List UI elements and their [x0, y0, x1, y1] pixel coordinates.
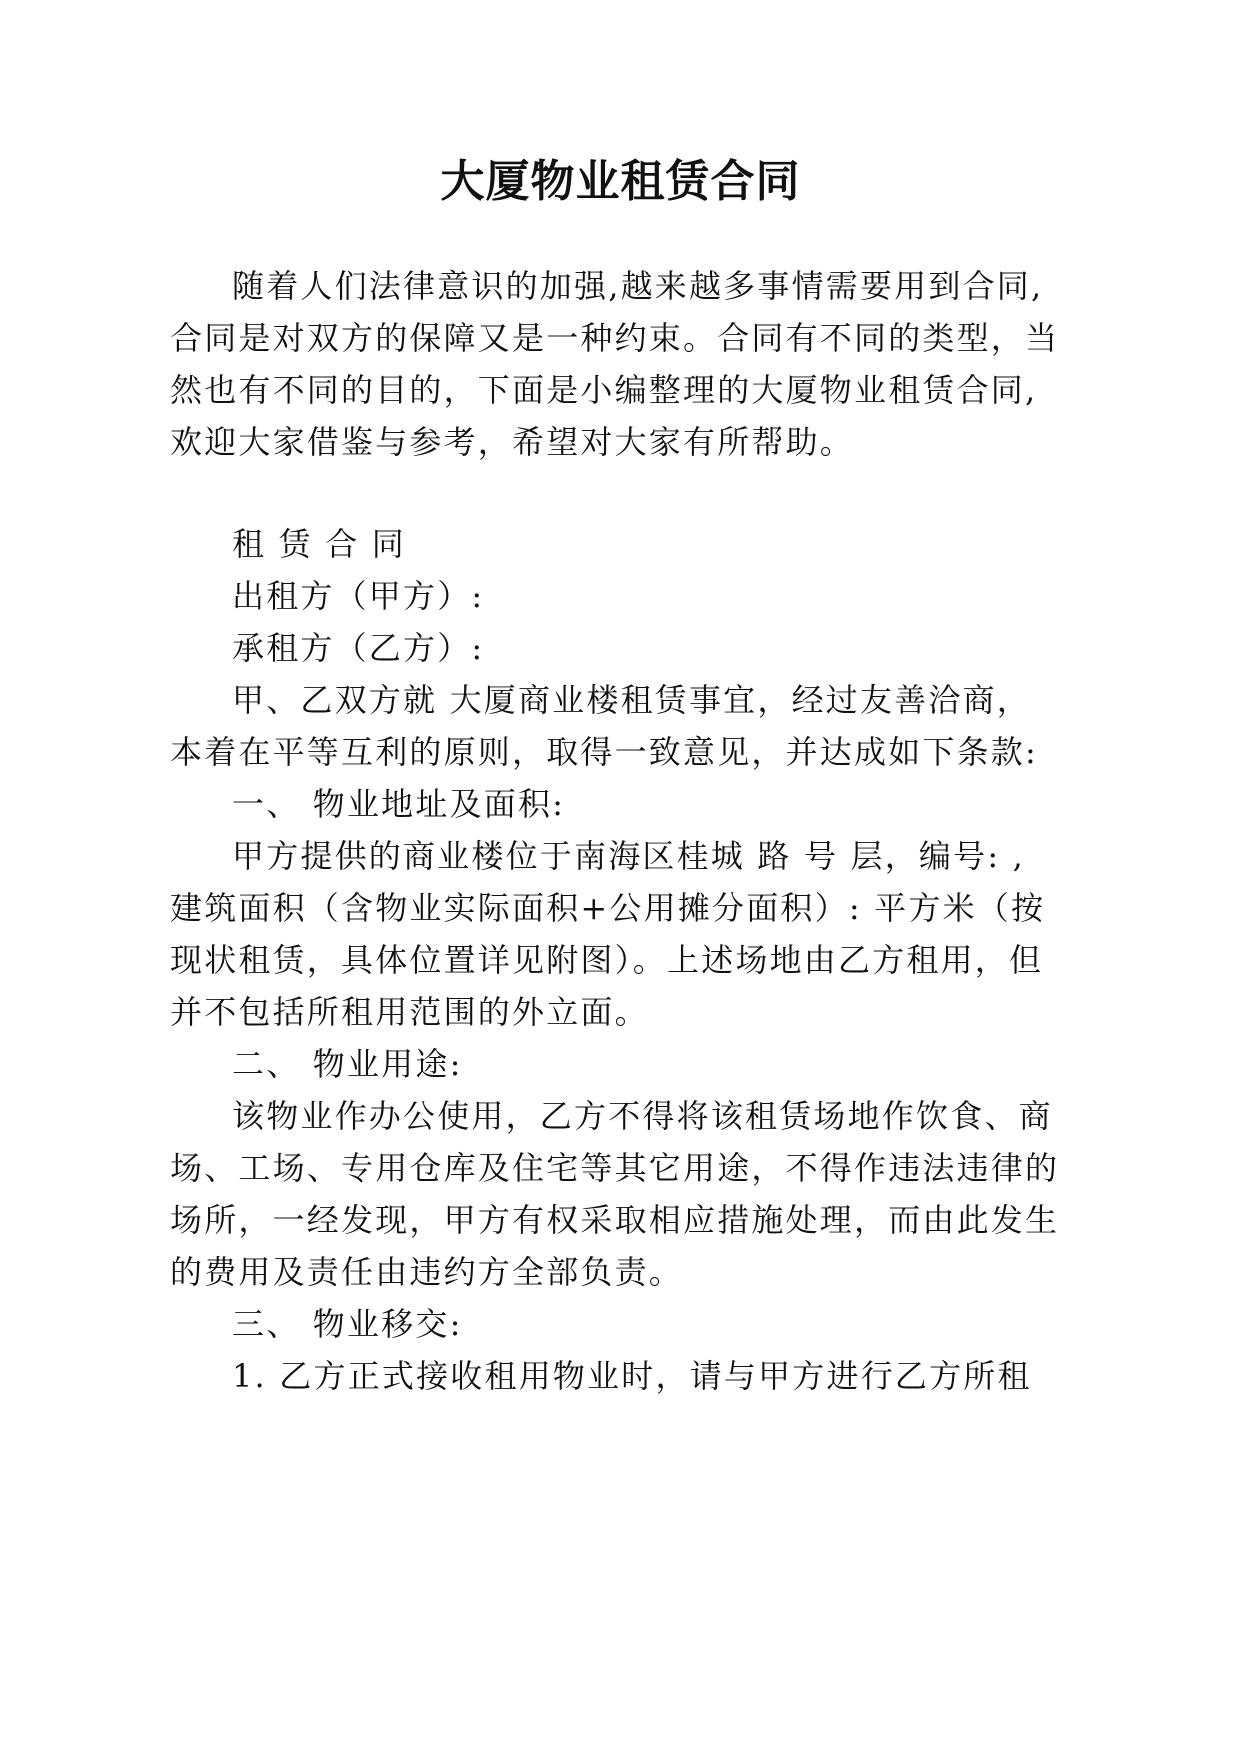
- section-line: 建筑面积（含物业实际面积+公用摊分面积）: 平方米（按: [170, 889, 1046, 927]
- contract-heading: 租 赁 合 同: [232, 525, 406, 563]
- lessee-label: 承租方（乙方）:: [232, 629, 485, 667]
- section-heading: 一、 物业地址及面积:: [232, 785, 566, 823]
- intro-line: 欢迎大家借鉴与参考，希望对大家有所帮助。: [170, 423, 855, 461]
- preamble-line: 甲、乙双方就 大厦商业楼租赁事宜，经过友善洽商，: [232, 681, 1031, 719]
- section-line: 并不包括所租用范围的外立面。: [170, 993, 649, 1031]
- section-line: 场所，一经发现，甲方有权采取相应措施处理，而由此发生: [170, 1201, 1060, 1239]
- preamble-line: 本着在平等互利的原则，取得一致意见，并达成如下条款:: [170, 733, 1038, 771]
- section-line: 现状租赁，具体位置详见附图）。上述场地由乙方租用，但: [170, 941, 1044, 979]
- lessor-label: 出租方（甲方）:: [232, 577, 485, 615]
- section-line: 1. 乙方正式接收租用物业时，请与甲方进行乙方所租: [232, 1357, 1032, 1395]
- section-line: 场、工场、专用仓库及住宅等其它用途，不得作违法违律的: [170, 1149, 1060, 1187]
- page-title: 大厦物业租赁合同: [440, 156, 801, 207]
- intro-line: 合同是对双方的保障又是一种约束。合同有不同的类型，当: [170, 319, 1060, 357]
- intro-line: 然也有不同的目的，下面是小编整理的大厦物业租赁合同,: [170, 371, 1038, 409]
- section-heading: 三、 物业移交:: [232, 1305, 463, 1343]
- section-heading: 二、 物业用途:: [232, 1045, 463, 1083]
- section-line: 甲方提供的商业楼位于南海区桂城 路 号 层，编号: ,: [232, 837, 1026, 875]
- section-line: 该物业作办公使用，乙方不得将该租赁场地作饮食、商: [232, 1097, 1053, 1135]
- intro-line: 随着人们法律意识的加强,越来越多事情需要用到合同,: [232, 267, 1044, 305]
- section-line: 的费用及责任由违约方全部负责。: [170, 1253, 684, 1291]
